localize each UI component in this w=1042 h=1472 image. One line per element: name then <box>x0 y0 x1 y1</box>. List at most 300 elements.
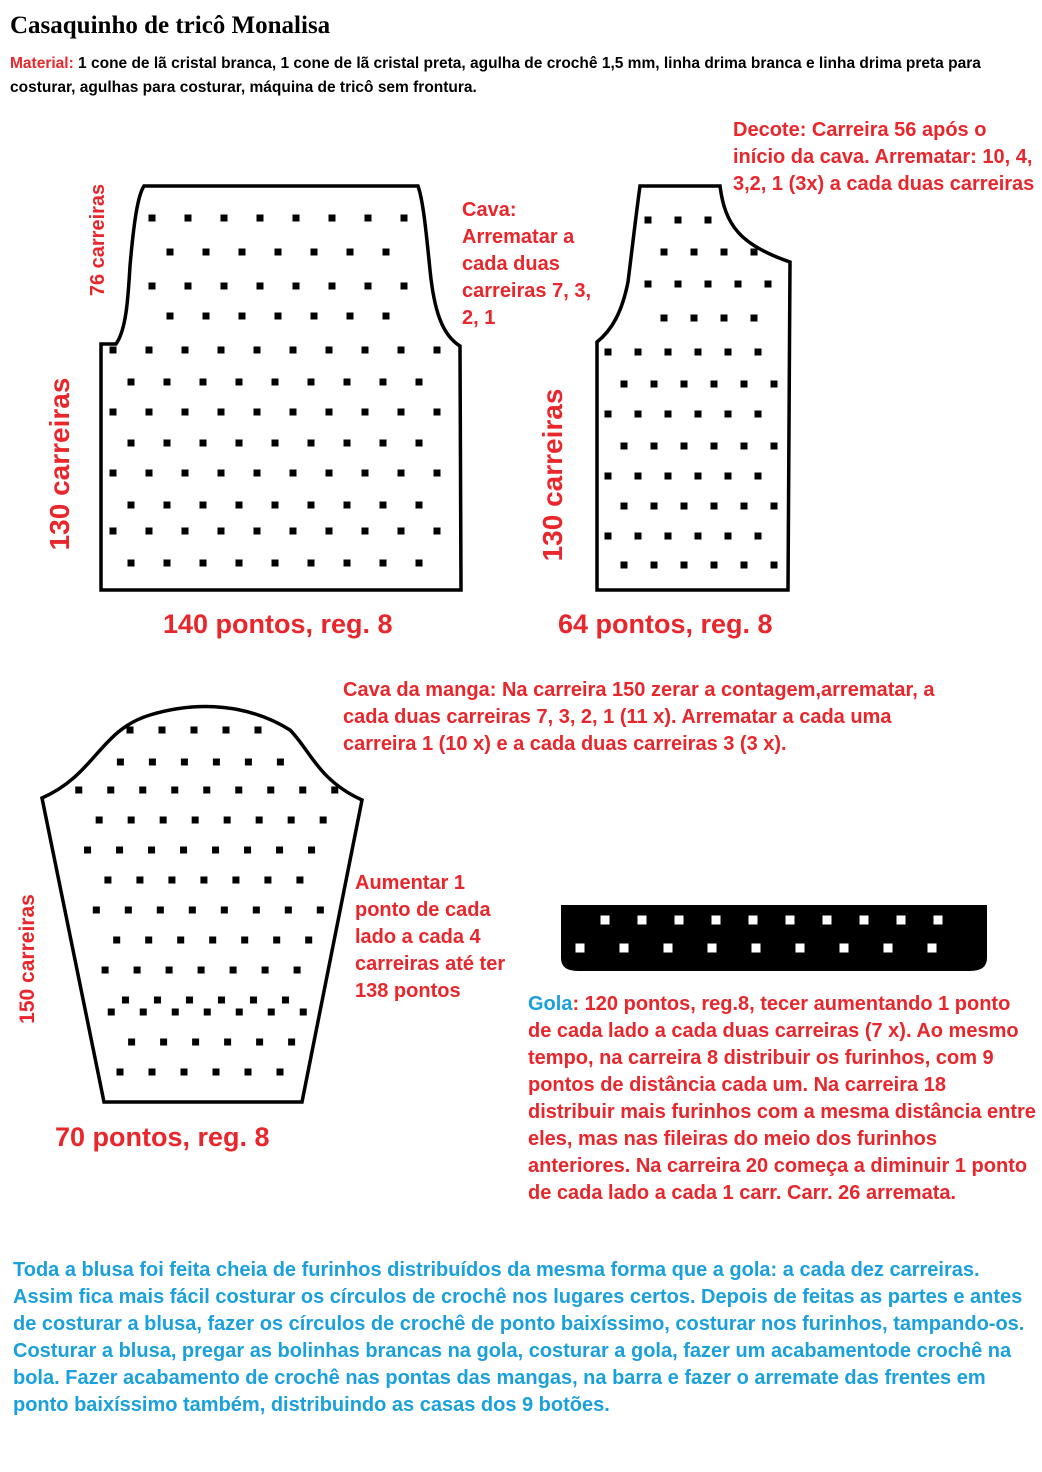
hole-dot <box>635 473 642 480</box>
hole-dot <box>308 440 315 447</box>
gola-note <box>528 991 1036 1207</box>
hole-dot <box>108 1009 115 1016</box>
hole-dot <box>146 470 153 477</box>
hole-dot <box>651 381 658 388</box>
hole-dot <box>928 944 937 953</box>
hole-dot <box>705 217 712 224</box>
hole-dot <box>102 967 109 974</box>
hole-dot <box>164 440 171 447</box>
hole-dot <box>326 347 333 354</box>
hole-dot <box>290 347 297 354</box>
front-width-label: 64 pontos, reg. 8 <box>558 609 773 639</box>
collar-shape <box>562 906 986 970</box>
hole-dot <box>239 313 246 320</box>
hole-dot <box>711 503 718 510</box>
hole-dot <box>362 470 369 477</box>
hole-dot <box>434 470 441 477</box>
hole-dot <box>365 283 372 290</box>
hole-dot <box>605 411 612 418</box>
hole-dot <box>771 562 778 569</box>
hole-dot <box>708 944 717 953</box>
hole-dot <box>288 817 295 824</box>
hole-dot <box>186 997 193 1004</box>
hole-dot <box>383 313 390 320</box>
page-title: Casaquinho de tricô Monalisa <box>10 12 331 39</box>
hole-dot <box>362 528 369 535</box>
hole-dot <box>255 727 262 734</box>
hole-dot <box>725 533 732 540</box>
hole-dot <box>127 727 134 734</box>
hole-dot <box>621 562 628 569</box>
hole-dot <box>272 440 279 447</box>
hole-dot <box>665 411 672 418</box>
hole-dot <box>172 1009 179 1016</box>
hole-dot <box>182 347 189 354</box>
back-piece-outline <box>101 186 461 590</box>
hole-dot <box>329 215 336 222</box>
hole-dot <box>236 440 243 447</box>
hole-dot <box>401 283 408 290</box>
hole-dot <box>267 787 274 794</box>
hole-dot <box>651 562 658 569</box>
hole-dot <box>305 937 312 944</box>
back-width-label: 140 pontos, reg. 8 <box>163 609 393 639</box>
hole-dot <box>107 787 114 794</box>
hole-dot <box>711 443 718 450</box>
hole-dot <box>164 502 171 509</box>
hole-dot <box>236 379 243 386</box>
hole-dot <box>691 315 698 322</box>
hole-dot <box>434 528 441 535</box>
hole-dot <box>380 379 387 386</box>
hole-dot <box>285 907 292 914</box>
hole-dot <box>104 877 111 884</box>
hole-dot <box>198 967 205 974</box>
hole-dot <box>192 817 199 824</box>
hole-dot <box>934 916 943 925</box>
hole-dot <box>244 847 251 854</box>
hole-dot <box>235 787 242 794</box>
hole-dot <box>755 349 762 356</box>
hole-dot <box>253 907 260 914</box>
hole-dot <box>180 847 187 854</box>
hole-dot <box>96 817 103 824</box>
hole-dot <box>311 313 318 320</box>
sleeve-outline <box>42 707 362 1102</box>
hole-dot <box>264 877 271 884</box>
hole-dot <box>681 503 688 510</box>
hole-dot <box>200 440 207 447</box>
hole-dot <box>275 249 282 256</box>
material-label: Material: <box>10 55 74 72</box>
hole-dot <box>200 877 207 884</box>
hole-dot <box>262 967 269 974</box>
hole-dot <box>326 528 333 535</box>
hole-dot <box>755 411 762 418</box>
hole-dot <box>751 315 758 322</box>
hole-dot <box>695 533 702 540</box>
hole-dot <box>272 560 279 567</box>
hole-dot <box>110 528 117 535</box>
hole-dot <box>380 502 387 509</box>
hole-dot <box>250 997 257 1004</box>
hole-dot <box>257 283 264 290</box>
hole-dot <box>884 944 893 953</box>
hole-dot <box>221 215 228 222</box>
hole-dot <box>140 1009 147 1016</box>
hole-dot <box>160 1039 167 1046</box>
hole-dot <box>326 470 333 477</box>
hole-dot <box>164 379 171 386</box>
hole-dot <box>245 759 252 766</box>
hole-dot <box>154 997 161 1004</box>
back-height-label: 130 carreiras <box>44 377 75 551</box>
hole-dot <box>840 944 849 953</box>
hole-dot <box>416 379 423 386</box>
hole-dot <box>308 502 315 509</box>
hole-dot <box>239 249 246 256</box>
hole-dot <box>755 473 762 480</box>
hole-dot <box>751 249 758 256</box>
hole-dot <box>166 967 173 974</box>
hole-dot <box>110 409 117 416</box>
hole-dot <box>771 443 778 450</box>
hole-dot <box>282 997 289 1004</box>
hole-dot <box>771 503 778 510</box>
hole-dot <box>93 907 100 914</box>
hole-dot <box>398 470 405 477</box>
hole-dot <box>620 944 629 953</box>
hole-dot <box>192 1039 199 1046</box>
hole-dot <box>638 916 647 925</box>
hole-dot <box>344 560 351 567</box>
hole-dot <box>134 967 141 974</box>
hole-dot <box>128 1039 135 1046</box>
hole-dot <box>681 562 688 569</box>
aumentar-note: Aumentar 1 ponto de cada lado a cada 4 carreiras até ter 138 pontos <box>355 872 506 1002</box>
hole-dot <box>290 409 297 416</box>
hole-dot <box>185 215 192 222</box>
hole-dot <box>645 217 652 224</box>
hole-dot <box>204 1009 211 1016</box>
hole-dot <box>182 409 189 416</box>
hole-dot <box>117 759 124 766</box>
hole-dot <box>294 967 301 974</box>
hole-dot <box>189 907 196 914</box>
hole-dot <box>362 409 369 416</box>
hole-dot <box>212 847 219 854</box>
hole-dot <box>665 349 672 356</box>
hole-dot <box>241 937 248 944</box>
gola-label: Gola <box>528 993 573 1015</box>
hole-dot <box>621 381 628 388</box>
decote-note: Decote: Carreira 56 após o início da cava. Arrematar: 10, 4, 3,2, 1 (3x) a cada duas carreiras <box>733 119 1035 195</box>
hole-dot <box>317 907 324 914</box>
hole-dot <box>122 997 129 1004</box>
gola-text: : 120 pontos, reg.8, tecer aumentando 1 ponto de cada lado a cada duas carreiras (7 x). Ao mesmo tempo, na carreira 8 distribuir os furinhos, com 9 pontos de distância cada um. Na carreira 18 distribuir mais furinhos com a mesma distância entre eles, mas nas fileiras do meio dos furinhos anteriores. Na carreira 20 começa a diminuir 1 ponto de cada lado a cada 1 carr. Carr. 26 arremata. <box>528 993 1036 1204</box>
hole-dot <box>300 1009 307 1016</box>
hole-dot <box>661 249 668 256</box>
hole-dot <box>277 759 284 766</box>
hole-dot <box>695 473 702 480</box>
hole-dot <box>293 215 300 222</box>
hole-dot <box>293 283 300 290</box>
hole-dot <box>621 443 628 450</box>
hole-dot <box>221 907 228 914</box>
hole-dot <box>149 215 156 222</box>
hole-dot <box>665 473 672 480</box>
hole-dot <box>398 528 405 535</box>
hole-dot <box>117 1069 124 1076</box>
hole-dot <box>897 916 906 925</box>
hole-dot <box>711 562 718 569</box>
hole-dot <box>232 877 239 884</box>
hole-dot <box>221 283 228 290</box>
hole-dot <box>308 379 315 386</box>
hole-dot <box>149 759 156 766</box>
hole-dot <box>200 502 207 509</box>
hole-dot <box>230 967 237 974</box>
hole-dot <box>741 503 748 510</box>
hole-dot <box>181 759 188 766</box>
hole-dot <box>149 283 156 290</box>
hole-dot <box>181 1069 188 1076</box>
hole-dot <box>721 249 728 256</box>
hole-dot <box>191 727 198 734</box>
cava-manga-note: Cava da manga: Na carreira 150 zerar a contagem,arrematar, a cada duas carreiras 7, 3, 2, 1 (11 x). Arrematar a cada uma carreira 1 (10 x) e a cada duas carreiras 3 (3 x). <box>343 679 935 755</box>
hole-dot <box>218 409 225 416</box>
hole-dot <box>308 847 315 854</box>
hole-dot <box>164 560 171 567</box>
hole-dot <box>365 215 372 222</box>
hole-dot <box>344 502 351 509</box>
hole-dot <box>311 249 318 256</box>
hole-dot <box>209 937 216 944</box>
hole-dot <box>675 217 682 224</box>
hole-dot <box>712 916 721 925</box>
hole-dot <box>128 379 135 386</box>
hole-dot <box>223 727 230 734</box>
hole-dot <box>383 249 390 256</box>
hole-dot <box>741 562 748 569</box>
hole-dot <box>711 381 718 388</box>
hole-dot <box>635 533 642 540</box>
hole-dot <box>254 528 261 535</box>
hole-dot <box>741 443 748 450</box>
front-piece-outline <box>597 186 790 590</box>
hole-dot <box>434 347 441 354</box>
hole-dot <box>601 916 610 925</box>
hole-dot <box>755 533 762 540</box>
hole-dot <box>326 409 333 416</box>
hole-dot <box>203 313 210 320</box>
hole-dot <box>621 503 628 510</box>
hole-dot <box>296 877 303 884</box>
hole-dot <box>160 817 167 824</box>
hole-dot <box>860 916 869 925</box>
hole-dot <box>308 560 315 567</box>
front-height-label: 130 carreiras <box>537 388 568 562</box>
hole-dot <box>272 379 279 386</box>
hole-dot <box>725 411 732 418</box>
hole-dot <box>416 502 423 509</box>
hole-dot <box>149 1069 156 1076</box>
back-armhole-rows-label: 76 carreiras <box>87 183 109 297</box>
hole-dot <box>268 1009 275 1016</box>
hole-dot <box>434 409 441 416</box>
footer-instructions: Toda a blusa foi feita cheia de furinhos distribuídos da mesma forma que a gola: a cada dez carreiras. Assim fica mais fácil costurar os círculos de crochê nos lugares certos. Depois de feitas as partes e antes de costurar a blusa, fazer os círculos de crochê de ponto baixíssimo, costurar nos furinhos, tampando-os. Costurar a blusa, pregar as bolinhas brancas na gola, costurar a gola, fazer um acabamentode crochê na bola. Fazer acabamento de crochê nas pontas das mangas, na barra e fazer o arremate das frentes em ponto baixíssimo também, distribuindo as casas dos 9 botões. <box>13 1259 1025 1416</box>
hole-dot <box>695 349 702 356</box>
hole-dot <box>695 411 702 418</box>
hole-dot <box>651 443 658 450</box>
hole-dot <box>344 440 351 447</box>
hole-dot <box>661 315 668 322</box>
hole-dot <box>203 249 210 256</box>
hole-dot <box>664 944 673 953</box>
hole-dot <box>168 877 175 884</box>
hole-dot <box>257 215 264 222</box>
hole-dot <box>681 381 688 388</box>
hole-dot <box>224 817 231 824</box>
cava-note: Cava: Arrematar a cada duas carreiras 7, 3, 2, 1 <box>462 199 591 329</box>
hole-dot <box>299 787 306 794</box>
hole-dot <box>416 440 423 447</box>
hole-dot <box>276 847 283 854</box>
hole-dot <box>182 470 189 477</box>
hole-dot <box>254 470 261 477</box>
hole-dot <box>675 281 682 288</box>
hole-dot <box>236 502 243 509</box>
hole-dot <box>146 409 153 416</box>
sleeve-width-label: 70 pontos, reg. 8 <box>55 1122 270 1152</box>
hole-dot <box>200 560 207 567</box>
hole-dot <box>256 817 263 824</box>
hole-dot <box>752 944 761 953</box>
hole-dot <box>576 944 585 953</box>
hole-dot <box>218 528 225 535</box>
hole-dot <box>254 409 261 416</box>
hole-dot <box>401 215 408 222</box>
hole-dot <box>224 1039 231 1046</box>
hole-dot <box>84 847 91 854</box>
hole-dot <box>651 503 658 510</box>
hole-dot <box>245 1069 252 1076</box>
hole-dot <box>167 249 174 256</box>
hole-dot <box>691 249 698 256</box>
hole-dot <box>725 349 732 356</box>
hole-dot <box>272 502 279 509</box>
hole-dot <box>200 379 207 386</box>
hole-dot <box>236 1009 243 1016</box>
hole-dot <box>605 473 612 480</box>
hole-dot <box>347 313 354 320</box>
hole-dot <box>288 1039 295 1046</box>
hole-dot <box>113 937 120 944</box>
hole-dot <box>665 533 672 540</box>
hole-dot <box>786 916 795 925</box>
hole-dot <box>273 937 280 944</box>
hole-dot <box>75 787 82 794</box>
hole-dot <box>157 907 164 914</box>
hole-dot <box>362 347 369 354</box>
hole-dot <box>171 787 178 794</box>
hole-dot <box>380 560 387 567</box>
hole-dot <box>182 528 189 535</box>
hole-dot <box>735 281 742 288</box>
hole-dot <box>749 916 758 925</box>
hole-dot <box>136 877 143 884</box>
hole-dot <box>331 787 338 794</box>
hole-dot <box>796 944 805 953</box>
hole-dot <box>125 907 132 914</box>
hole-dot <box>218 347 225 354</box>
hole-dot <box>721 315 728 322</box>
hole-dot <box>771 381 778 388</box>
hole-dot <box>213 759 220 766</box>
hole-dot <box>254 347 261 354</box>
hole-dot <box>320 817 327 824</box>
hole-dot <box>128 440 135 447</box>
hole-dot <box>605 349 612 356</box>
hole-dot <box>675 916 684 925</box>
hole-dot <box>218 997 225 1004</box>
hole-dot <box>290 470 297 477</box>
hole-dot <box>329 283 336 290</box>
hole-dot <box>275 313 282 320</box>
hole-dot <box>110 347 117 354</box>
hole-dot <box>203 787 210 794</box>
hole-dot <box>725 473 732 480</box>
hole-dot <box>398 409 405 416</box>
hole-dot <box>128 502 135 509</box>
hole-dot <box>344 379 351 386</box>
hole-dot <box>277 1069 284 1076</box>
hole-dot <box>765 281 772 288</box>
hole-dot <box>645 281 652 288</box>
hole-dot <box>635 349 642 356</box>
hole-dot <box>398 347 405 354</box>
hole-dot <box>128 817 135 824</box>
hole-dot <box>167 313 174 320</box>
hole-dot <box>159 727 166 734</box>
hole-dot <box>416 560 423 567</box>
hole-dot <box>146 347 153 354</box>
hole-dot <box>185 283 192 290</box>
hole-dot <box>236 560 243 567</box>
hole-dot <box>177 937 184 944</box>
hole-dot <box>139 787 146 794</box>
hole-dot <box>823 916 832 925</box>
hole-dot <box>145 937 152 944</box>
hole-dot <box>380 440 387 447</box>
hole-dot <box>146 528 153 535</box>
hole-dot <box>116 847 123 854</box>
hole-dot <box>705 281 712 288</box>
hole-dot <box>218 470 225 477</box>
hole-dot <box>256 1039 263 1046</box>
material-description: 1 cone de lã cristal branca, 1 cone de lã cristal preta, agulha de crochê 1,5 mm, linha drima branca e linha drima preta para costurar, agulhas para costurar, máquina de tricô sem frontura. <box>10 55 981 96</box>
sleeve-height-label: 150 carreiras <box>16 894 39 1024</box>
hole-dot <box>681 443 688 450</box>
hole-dot <box>290 528 297 535</box>
hole-dot <box>605 533 612 540</box>
hole-dot <box>741 381 748 388</box>
hole-dot <box>347 249 354 256</box>
hole-dot <box>128 560 135 567</box>
hole-dot <box>635 411 642 418</box>
hole-dot <box>148 847 155 854</box>
hole-dot <box>110 470 117 477</box>
